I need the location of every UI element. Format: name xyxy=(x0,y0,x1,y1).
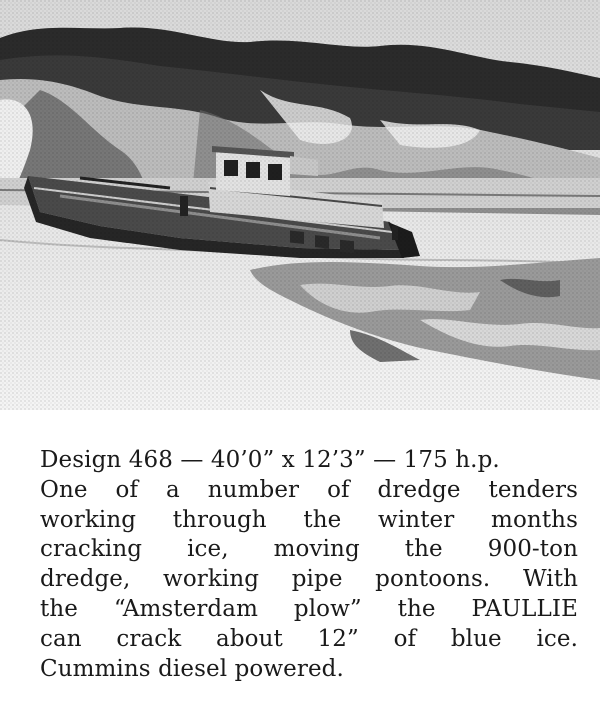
caption-line-4: cracking ice, moving the 900-ton xyxy=(40,536,578,563)
caption-line-5: dredge, working pipe pontoons. With xyxy=(40,566,578,593)
caption-line-2: One of a number of dredge tenders xyxy=(40,476,578,503)
photo-caption xyxy=(40,446,580,684)
caption-line-3: working through the winter months xyxy=(40,506,578,533)
caption-line-1: Design 468 — 40’0” x 12’3” — 175 h.p. xyxy=(40,447,500,473)
caption-line-7: can crack about 12” of blue ice. xyxy=(40,625,578,652)
caption-line-6: the “Amsterdam plow” the PAULLIE xyxy=(40,595,578,622)
caption-line-8: Cummins diesel powered. xyxy=(40,655,344,682)
